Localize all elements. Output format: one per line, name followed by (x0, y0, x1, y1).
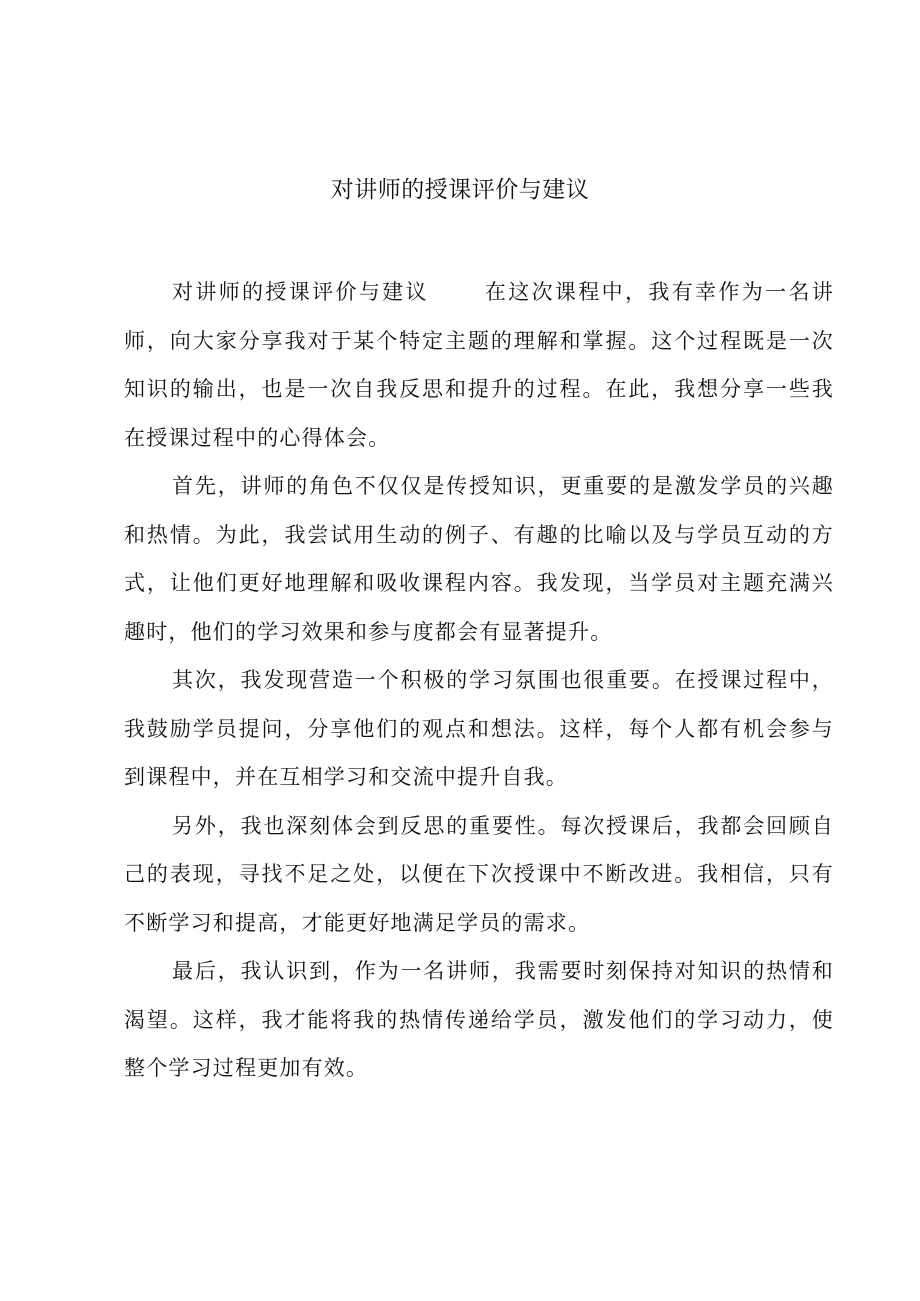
intro-title: 对讲师的授课评价与建议 (172, 280, 429, 304)
paragraph-5: 最后，我认识到，作为一名讲师，我需要时刻保持对知识的热情和渴望。这样，我才能将我的热情传递给学员，激发他们的学习动力，使整个学习过程更加有效。 (124, 959, 834, 1080)
document-title: 对讲师的授课评价与建议 (330, 177, 590, 203)
paragraph-3: 其次，我发现营造一个积极的学习氛围也很重要。在授课过程中，我鼓励学员提问，分享他们的观点和想法。这样，每个人都有机会参与到课程中，并在互相学习和交流中提升自我。 (124, 668, 834, 789)
paragraph-1-text: 在这次课程中，我有幸作为一名讲师，向大家分享我对于某个特定主题的理解和掌握。这个过程既是一次知识的输出，也是一次自我反思和提升的过程。在此，我想分享一些我在授课过程中的心得体会。 (124, 280, 834, 450)
document-body (124, 268, 834, 1093)
paragraph-2: 首先，讲师的角色不仅仅是传授知识，更重要的是激发学员的兴趣和热情。为此，我尝试用生动的例子、有趣的比喻以及与学员互动的方式，让他们更好地理解和吸收课程内容。我发现，当学员对主题充满兴趣时，他们的学习效果和参与度都会有显著提升。 (124, 474, 834, 644)
paragraph-1 (124, 268, 834, 462)
paragraph-4: 另外，我也深刻体会到反思的重要性。每次授课后，我都会回顾自己的表现，寻找不足之处，以便在下次授课中不断改进。我相信，只有不断学习和提高，才能更好地满足学员的需求。 (124, 813, 834, 935)
